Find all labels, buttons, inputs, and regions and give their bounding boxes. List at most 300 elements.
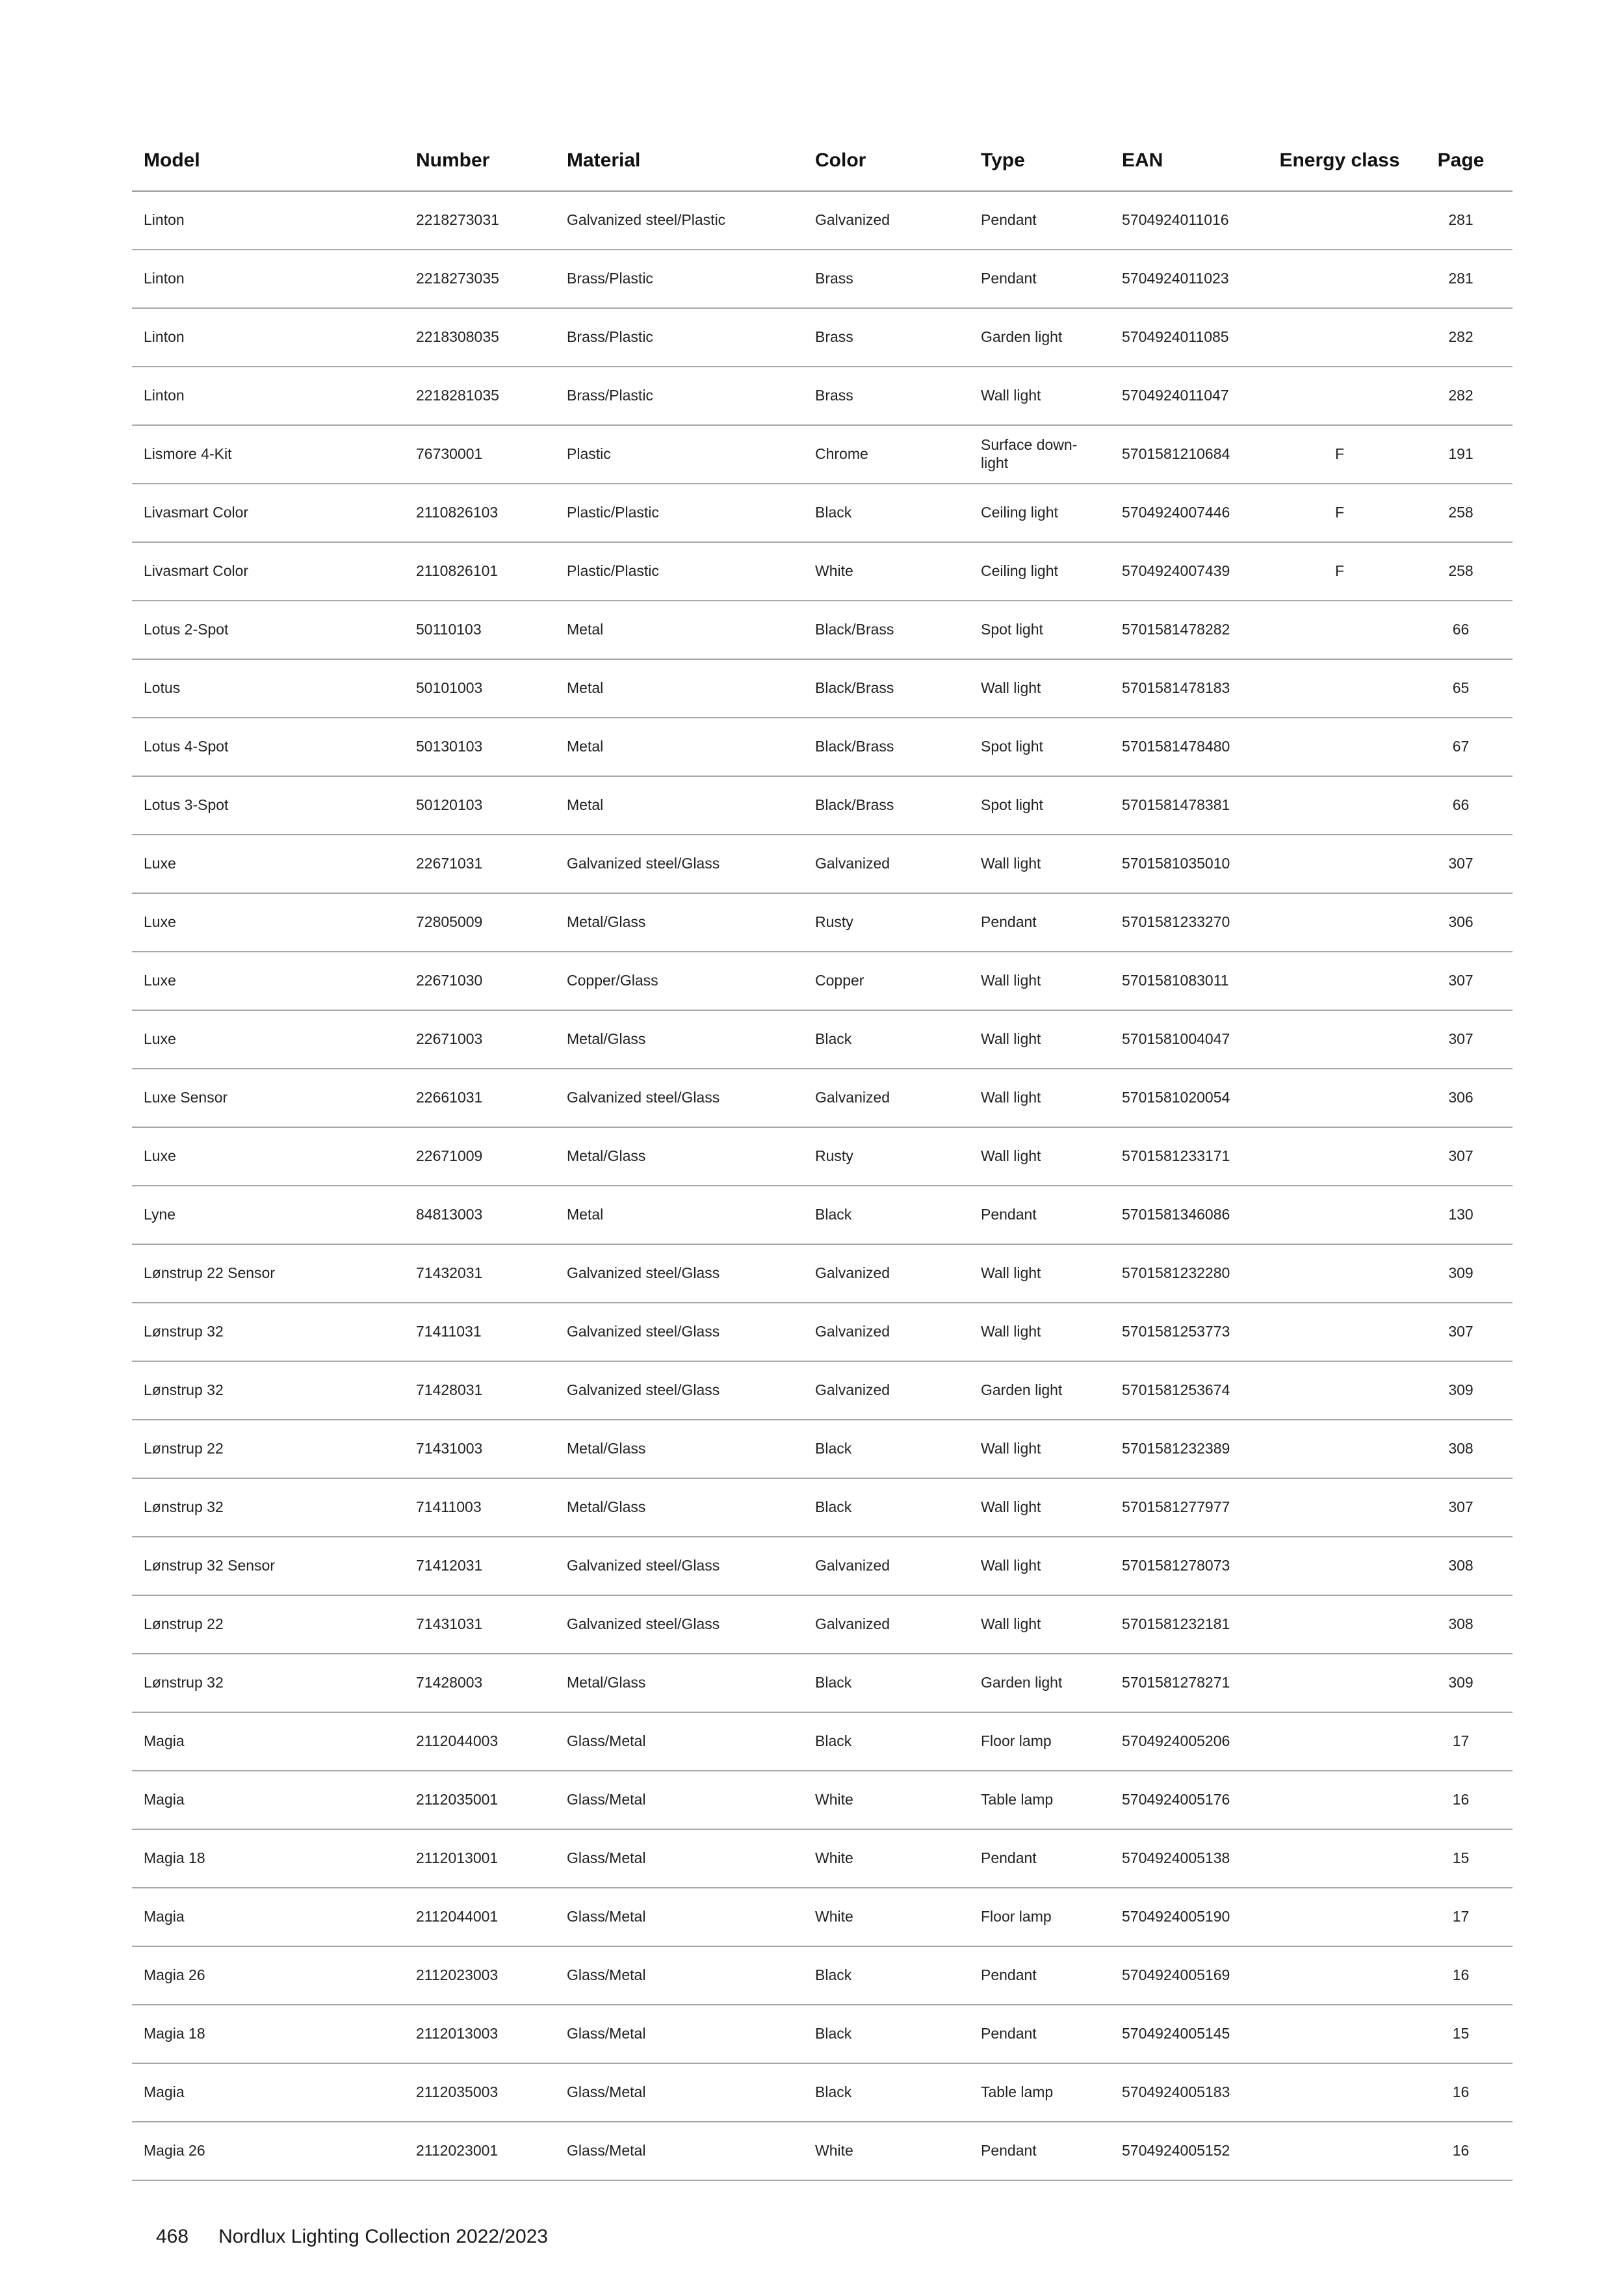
cell-page: 307 [1409,1303,1513,1361]
cell-number: 2218273035 [404,250,555,308]
cell-number: 2112035003 [404,2063,555,2122]
cell-type: Spot light [969,718,1110,776]
cell-number: 22671031 [404,835,555,893]
cell-color: White [803,2122,969,2180]
cell-ean: 5701581278271 [1110,1654,1270,1712]
cell-material: Glass/Metal [555,2122,803,2180]
table-row [132,1888,1513,1946]
cell-page: 16 [1409,2063,1513,2122]
cell-model: Lotus 2-Spot [132,601,404,659]
cell-model: Luxe [132,835,404,893]
header-color: Color [803,130,969,191]
cell-ean: 5701581004047 [1110,1010,1270,1069]
cell-energy-class [1270,191,1409,250]
cell-energy-class [1270,1712,1409,1771]
table-row [132,1127,1513,1186]
cell-energy-class [1270,367,1409,425]
cell-type: Wall light [969,952,1110,1010]
cell-ean: 5704924005183 [1110,2063,1270,2122]
cell-type: Garden light [969,1654,1110,1712]
cell-energy-class [1270,250,1409,308]
cell-page: 281 [1409,191,1513,250]
cell-ean: 5704924005152 [1110,2122,1270,2180]
cell-number: 2112044001 [404,1888,555,1946]
cell-ean: 5701581278073 [1110,1537,1270,1595]
cell-model: Lønstrup 32 [132,1303,404,1361]
cell-ean: 5701581253773 [1110,1303,1270,1361]
cell-number: 71428003 [404,1654,555,1712]
cell-energy-class [1270,1888,1409,1946]
cell-number: 22671003 [404,1010,555,1069]
cell-color: Black [803,1186,969,1244]
table-row [132,1946,1513,2005]
header-model: Model [132,130,404,191]
cell-material: Brass/Plastic [555,308,803,367]
cell-energy-class [1270,2122,1409,2180]
cell-type: Table lamp [969,2063,1110,2122]
cell-number: 22671009 [404,1127,555,1186]
cell-energy-class [1270,1420,1409,1478]
cell-color: Galvanized [803,1069,969,1127]
cell-material: Metal/Glass [555,1654,803,1712]
cell-energy-class [1270,2063,1409,2122]
table-row [132,1537,1513,1595]
cell-color: Black [803,1654,969,1712]
table-row [132,659,1513,718]
cell-type: Wall light [969,1010,1110,1069]
cell-energy-class [1270,893,1409,952]
cell-page: 191 [1409,425,1513,484]
cell-type: Wall light [969,367,1110,425]
cell-model: Luxe [132,1010,404,1069]
table-row [132,1712,1513,1771]
cell-ean: 5701581020054 [1110,1069,1270,1127]
cell-material: Metal [555,1186,803,1244]
cell-color: Brass [803,367,969,425]
cell-number: 71411031 [404,1303,555,1361]
table-row [132,952,1513,1010]
cell-material: Copper/Glass [555,952,803,1010]
cell-energy-class [1270,601,1409,659]
table-row [132,718,1513,776]
cell-material: Glass/Metal [555,2063,803,2122]
page-footer [156,2226,548,2248]
cell-material: Metal [555,776,803,835]
page-number: 468 [156,2226,189,2247]
header-type: Type [969,130,1110,191]
cell-ean: 5704924005190 [1110,1888,1270,1946]
cell-model: Lønstrup 22 [132,1420,404,1478]
cell-type: Ceiling light [969,542,1110,601]
cell-type: Wall light [969,1420,1110,1478]
cell-material: Brass/Plastic [555,250,803,308]
cell-page: 308 [1409,1420,1513,1478]
cell-energy-class [1270,1010,1409,1069]
cell-material: Metal [555,718,803,776]
cell-type: Wall light [969,1478,1110,1537]
cell-type: Table lamp [969,1771,1110,1829]
cell-color: Galvanized [803,1537,969,1595]
cell-page: 306 [1409,893,1513,952]
cell-energy-class [1270,1946,1409,2005]
table-row [132,1303,1513,1361]
cell-number: 71432031 [404,1244,555,1303]
cell-energy-class [1270,1595,1409,1654]
cell-ean: 5704924005138 [1110,1829,1270,1888]
cell-energy-class [1270,1478,1409,1537]
cell-page: 282 [1409,367,1513,425]
cell-number: 71431031 [404,1595,555,1654]
cell-type: Wall light [969,1595,1110,1654]
header-material: Material [555,130,803,191]
cell-energy-class [1270,1361,1409,1420]
cell-number: 71412031 [404,1537,555,1595]
cell-type: Pendant [969,191,1110,250]
cell-type: Wall light [969,1303,1110,1361]
cell-color: Galvanized [803,1303,969,1361]
cell-model: Magia [132,1712,404,1771]
table-row [132,601,1513,659]
cell-energy-class [1270,952,1409,1010]
cell-color: Black [803,1712,969,1771]
cell-page: 306 [1409,1069,1513,1127]
table-row [132,250,1513,308]
cell-material: Galvanized steel/Glass [555,1069,803,1127]
cell-page: 309 [1409,1654,1513,1712]
cell-energy-class [1270,835,1409,893]
cell-type: Ceiling light [969,484,1110,542]
cell-page: 130 [1409,1186,1513,1244]
table-row [132,1478,1513,1537]
cell-color: Galvanized [803,835,969,893]
cell-type: Pendant [969,1186,1110,1244]
cell-energy-class: F [1270,484,1409,542]
cell-material: Galvanized steel/Glass [555,1595,803,1654]
cell-energy-class: F [1270,542,1409,601]
product-index-table [132,130,1513,2181]
cell-number: 2112023001 [404,2122,555,2180]
cell-color: Black/Brass [803,659,969,718]
cell-ean: 5701581253674 [1110,1361,1270,1420]
cell-number: 22671030 [404,952,555,1010]
table-row [132,1654,1513,1712]
cell-model: Lismore 4-Kit [132,425,404,484]
cell-page: 307 [1409,835,1513,893]
cell-number: 50120103 [404,776,555,835]
cell-number: 2110826103 [404,484,555,542]
cell-ean: 5704924005145 [1110,2005,1270,2063]
cell-ean: 5701581035010 [1110,835,1270,893]
cell-color: White [803,1771,969,1829]
cell-page: 66 [1409,601,1513,659]
cell-color: Black [803,2063,969,2122]
table-row [132,893,1513,952]
cell-energy-class [1270,1654,1409,1712]
table-row [132,835,1513,893]
table-row [132,1420,1513,1478]
cell-page: 307 [1409,1478,1513,1537]
cell-material: Glass/Metal [555,1771,803,1829]
cell-energy-class [1270,1303,1409,1361]
cell-page: 307 [1409,1127,1513,1186]
cell-color: Rusty [803,1127,969,1186]
cell-energy-class [1270,1244,1409,1303]
cell-energy-class [1270,1069,1409,1127]
header-ean: EAN [1110,130,1270,191]
cell-model: Livasmart Color [132,542,404,601]
cell-page: 307 [1409,1010,1513,1069]
cell-number: 72805009 [404,893,555,952]
cell-type: Wall light [969,659,1110,718]
cell-material: Glass/Metal [555,1829,803,1888]
cell-model: Magia 18 [132,1829,404,1888]
publication-title: Nordlux Lighting Collection 2022/2023 [218,2226,549,2247]
cell-material: Metal/Glass [555,1478,803,1537]
cell-number: 71411003 [404,1478,555,1537]
cell-material: Metal/Glass [555,1127,803,1186]
cell-color: Black/Brass [803,718,969,776]
cell-color: Galvanized [803,1244,969,1303]
cell-color: White [803,1888,969,1946]
cell-material: Galvanized steel/Glass [555,1303,803,1361]
cell-page: 15 [1409,1829,1513,1888]
cell-model: Linton [132,191,404,250]
cell-color: Galvanized [803,1361,969,1420]
cell-page: 258 [1409,484,1513,542]
cell-type: Pendant [969,250,1110,308]
header-row [132,130,1513,191]
cell-page: 16 [1409,2122,1513,2180]
table-row [132,1186,1513,1244]
table-row [132,1010,1513,1069]
cell-color: Black/Brass [803,601,969,659]
table-body [132,191,1513,2180]
cell-number: 71428031 [404,1361,555,1420]
cell-number: 2112023003 [404,1946,555,2005]
cell-type: Pendant [969,1946,1110,2005]
cell-energy-class [1270,1127,1409,1186]
cell-material: Metal/Glass [555,1010,803,1069]
table-row [132,1771,1513,1829]
cell-model: Lyne [132,1186,404,1244]
cell-material: Galvanized steel/Glass [555,835,803,893]
cell-page: 309 [1409,1244,1513,1303]
cell-model: Magia [132,1771,404,1829]
cell-page: 281 [1409,250,1513,308]
cell-model: Linton [132,250,404,308]
cell-energy-class [1270,1829,1409,1888]
cell-energy-class [1270,2005,1409,2063]
cell-model: Lønstrup 22 [132,1595,404,1654]
cell-type: Pendant [969,2122,1110,2180]
table-row [132,1361,1513,1420]
table-row [132,484,1513,542]
cell-page: 308 [1409,1537,1513,1595]
cell-energy-class [1270,1186,1409,1244]
cell-type: Floor lamp [969,1712,1110,1771]
table-row [132,776,1513,835]
cell-ean: 5704924011047 [1110,367,1270,425]
cell-page: 17 [1409,1888,1513,1946]
cell-ean: 5704924011085 [1110,308,1270,367]
cell-type: Pendant [969,1829,1110,1888]
cell-ean: 5701581478381 [1110,776,1270,835]
cell-material: Galvanized steel/Glass [555,1244,803,1303]
cell-number: 71431003 [404,1420,555,1478]
cell-number: 22661031 [404,1069,555,1127]
cell-color: Black [803,1420,969,1478]
cell-number: 2112013001 [404,1829,555,1888]
cell-material: Plastic/Plastic [555,542,803,601]
cell-page: 308 [1409,1595,1513,1654]
cell-page: 16 [1409,1946,1513,2005]
cell-model: Linton [132,367,404,425]
cell-model: Lønstrup 32 Sensor [132,1537,404,1595]
cell-page: 66 [1409,776,1513,835]
cell-page: 65 [1409,659,1513,718]
cell-model: Luxe [132,893,404,952]
cell-number: 84813003 [404,1186,555,1244]
cell-model: Lønstrup 22 Sensor [132,1244,404,1303]
cell-material: Metal [555,659,803,718]
cell-model: Lønstrup 32 [132,1654,404,1712]
cell-ean: 5701581478183 [1110,659,1270,718]
cell-ean: 5704924005206 [1110,1712,1270,1771]
cell-type: Wall light [969,1244,1110,1303]
cell-page: 258 [1409,542,1513,601]
cell-number: 2110826101 [404,542,555,601]
cell-number: 76730001 [404,425,555,484]
cell-material: Glass/Metal [555,2005,803,2063]
cell-page: 15 [1409,2005,1513,2063]
cell-model: Magia 26 [132,2122,404,2180]
table-row [132,1829,1513,1888]
cell-energy-class [1270,1771,1409,1829]
cell-page: 67 [1409,718,1513,776]
cell-number: 50110103 [404,601,555,659]
cell-number: 2112044003 [404,1712,555,1771]
cell-color: White [803,1829,969,1888]
cell-number: 2218281035 [404,367,555,425]
cell-color: Copper [803,952,969,1010]
cell-number: 50130103 [404,718,555,776]
cell-color: Brass [803,250,969,308]
cell-type: Wall light [969,1127,1110,1186]
cell-ean: 5701581346086 [1110,1186,1270,1244]
cell-ean: 5701581210684 [1110,425,1270,484]
cell-ean: 5704924011016 [1110,191,1270,250]
cell-color: Black [803,1478,969,1537]
cell-model: Linton [132,308,404,367]
cell-material: Glass/Metal [555,1712,803,1771]
cell-ean: 5701581478282 [1110,601,1270,659]
cell-ean: 5701581478480 [1110,718,1270,776]
table-row [132,308,1513,367]
table-row [132,2005,1513,2063]
cell-energy-class [1270,776,1409,835]
cell-ean: 5701581233270 [1110,893,1270,952]
cell-type: Wall light [969,1537,1110,1595]
cell-number: 2112013003 [404,2005,555,2063]
cell-model: Lønstrup 32 [132,1361,404,1420]
cell-type: Garden light [969,1361,1110,1420]
cell-material: Galvanized steel/Glass [555,1537,803,1595]
cell-material: Galvanized steel/Glass [555,1361,803,1420]
cell-model: Lotus 4-Spot [132,718,404,776]
cell-page: 16 [1409,1771,1513,1829]
table-row [132,542,1513,601]
cell-ean: 5701581083011 [1110,952,1270,1010]
table-row [132,1244,1513,1303]
cell-ean: 5701581277977 [1110,1478,1270,1537]
cell-ean: 5701581232280 [1110,1244,1270,1303]
cell-material: Galvanized steel/Plastic [555,191,803,250]
cell-model: Lønstrup 32 [132,1478,404,1537]
cell-color: Black [803,2005,969,2063]
cell-model: Livasmart Color [132,484,404,542]
cell-page: 17 [1409,1712,1513,1771]
table-row [132,425,1513,484]
cell-model: Magia [132,1888,404,1946]
cell-ean: 5701581232389 [1110,1420,1270,1478]
cell-color: Black/Brass [803,776,969,835]
cell-ean: 5704924005176 [1110,1771,1270,1829]
cell-type: Pendant [969,893,1110,952]
cell-number: 2218308035 [404,308,555,367]
cell-energy-class [1270,1537,1409,1595]
header-energy-class: Energy class [1270,130,1409,191]
cell-model: Luxe Sensor [132,1069,404,1127]
cell-material: Metal/Glass [555,1420,803,1478]
table-row [132,2122,1513,2180]
cell-ean: 5701581233171 [1110,1127,1270,1186]
cell-type: Garden light [969,308,1110,367]
table-header [132,130,1513,191]
cell-material: Brass/Plastic [555,367,803,425]
cell-type: Spot light [969,776,1110,835]
cell-page: 309 [1409,1361,1513,1420]
cell-ean: 5704924007446 [1110,484,1270,542]
cell-model: Luxe [132,1127,404,1186]
cell-model: Lotus [132,659,404,718]
cell-type: Wall light [969,1069,1110,1127]
cell-color: Black [803,484,969,542]
cell-color: Galvanized [803,191,969,250]
cell-number: 2218273031 [404,191,555,250]
table-row [132,367,1513,425]
cell-energy-class [1270,308,1409,367]
cell-energy-class [1270,659,1409,718]
cell-ean: 5704924007439 [1110,542,1270,601]
cell-color: Galvanized [803,1595,969,1654]
table-row [132,1069,1513,1127]
cell-energy-class [1270,718,1409,776]
cell-color: Black [803,1010,969,1069]
cell-model: Magia [132,2063,404,2122]
cell-energy-class: F [1270,425,1409,484]
cell-model: Luxe [132,952,404,1010]
cell-color: Chrome [803,425,969,484]
cell-number: 50101003 [404,659,555,718]
cell-page: 282 [1409,308,1513,367]
header-page: Page [1409,130,1513,191]
cell-color: Rusty [803,893,969,952]
cell-type: Surface down-light [969,425,1110,484]
cell-material: Plastic/Plastic [555,484,803,542]
cell-color: Brass [803,308,969,367]
cell-ean: 5704924011023 [1110,250,1270,308]
cell-page: 307 [1409,952,1513,1010]
